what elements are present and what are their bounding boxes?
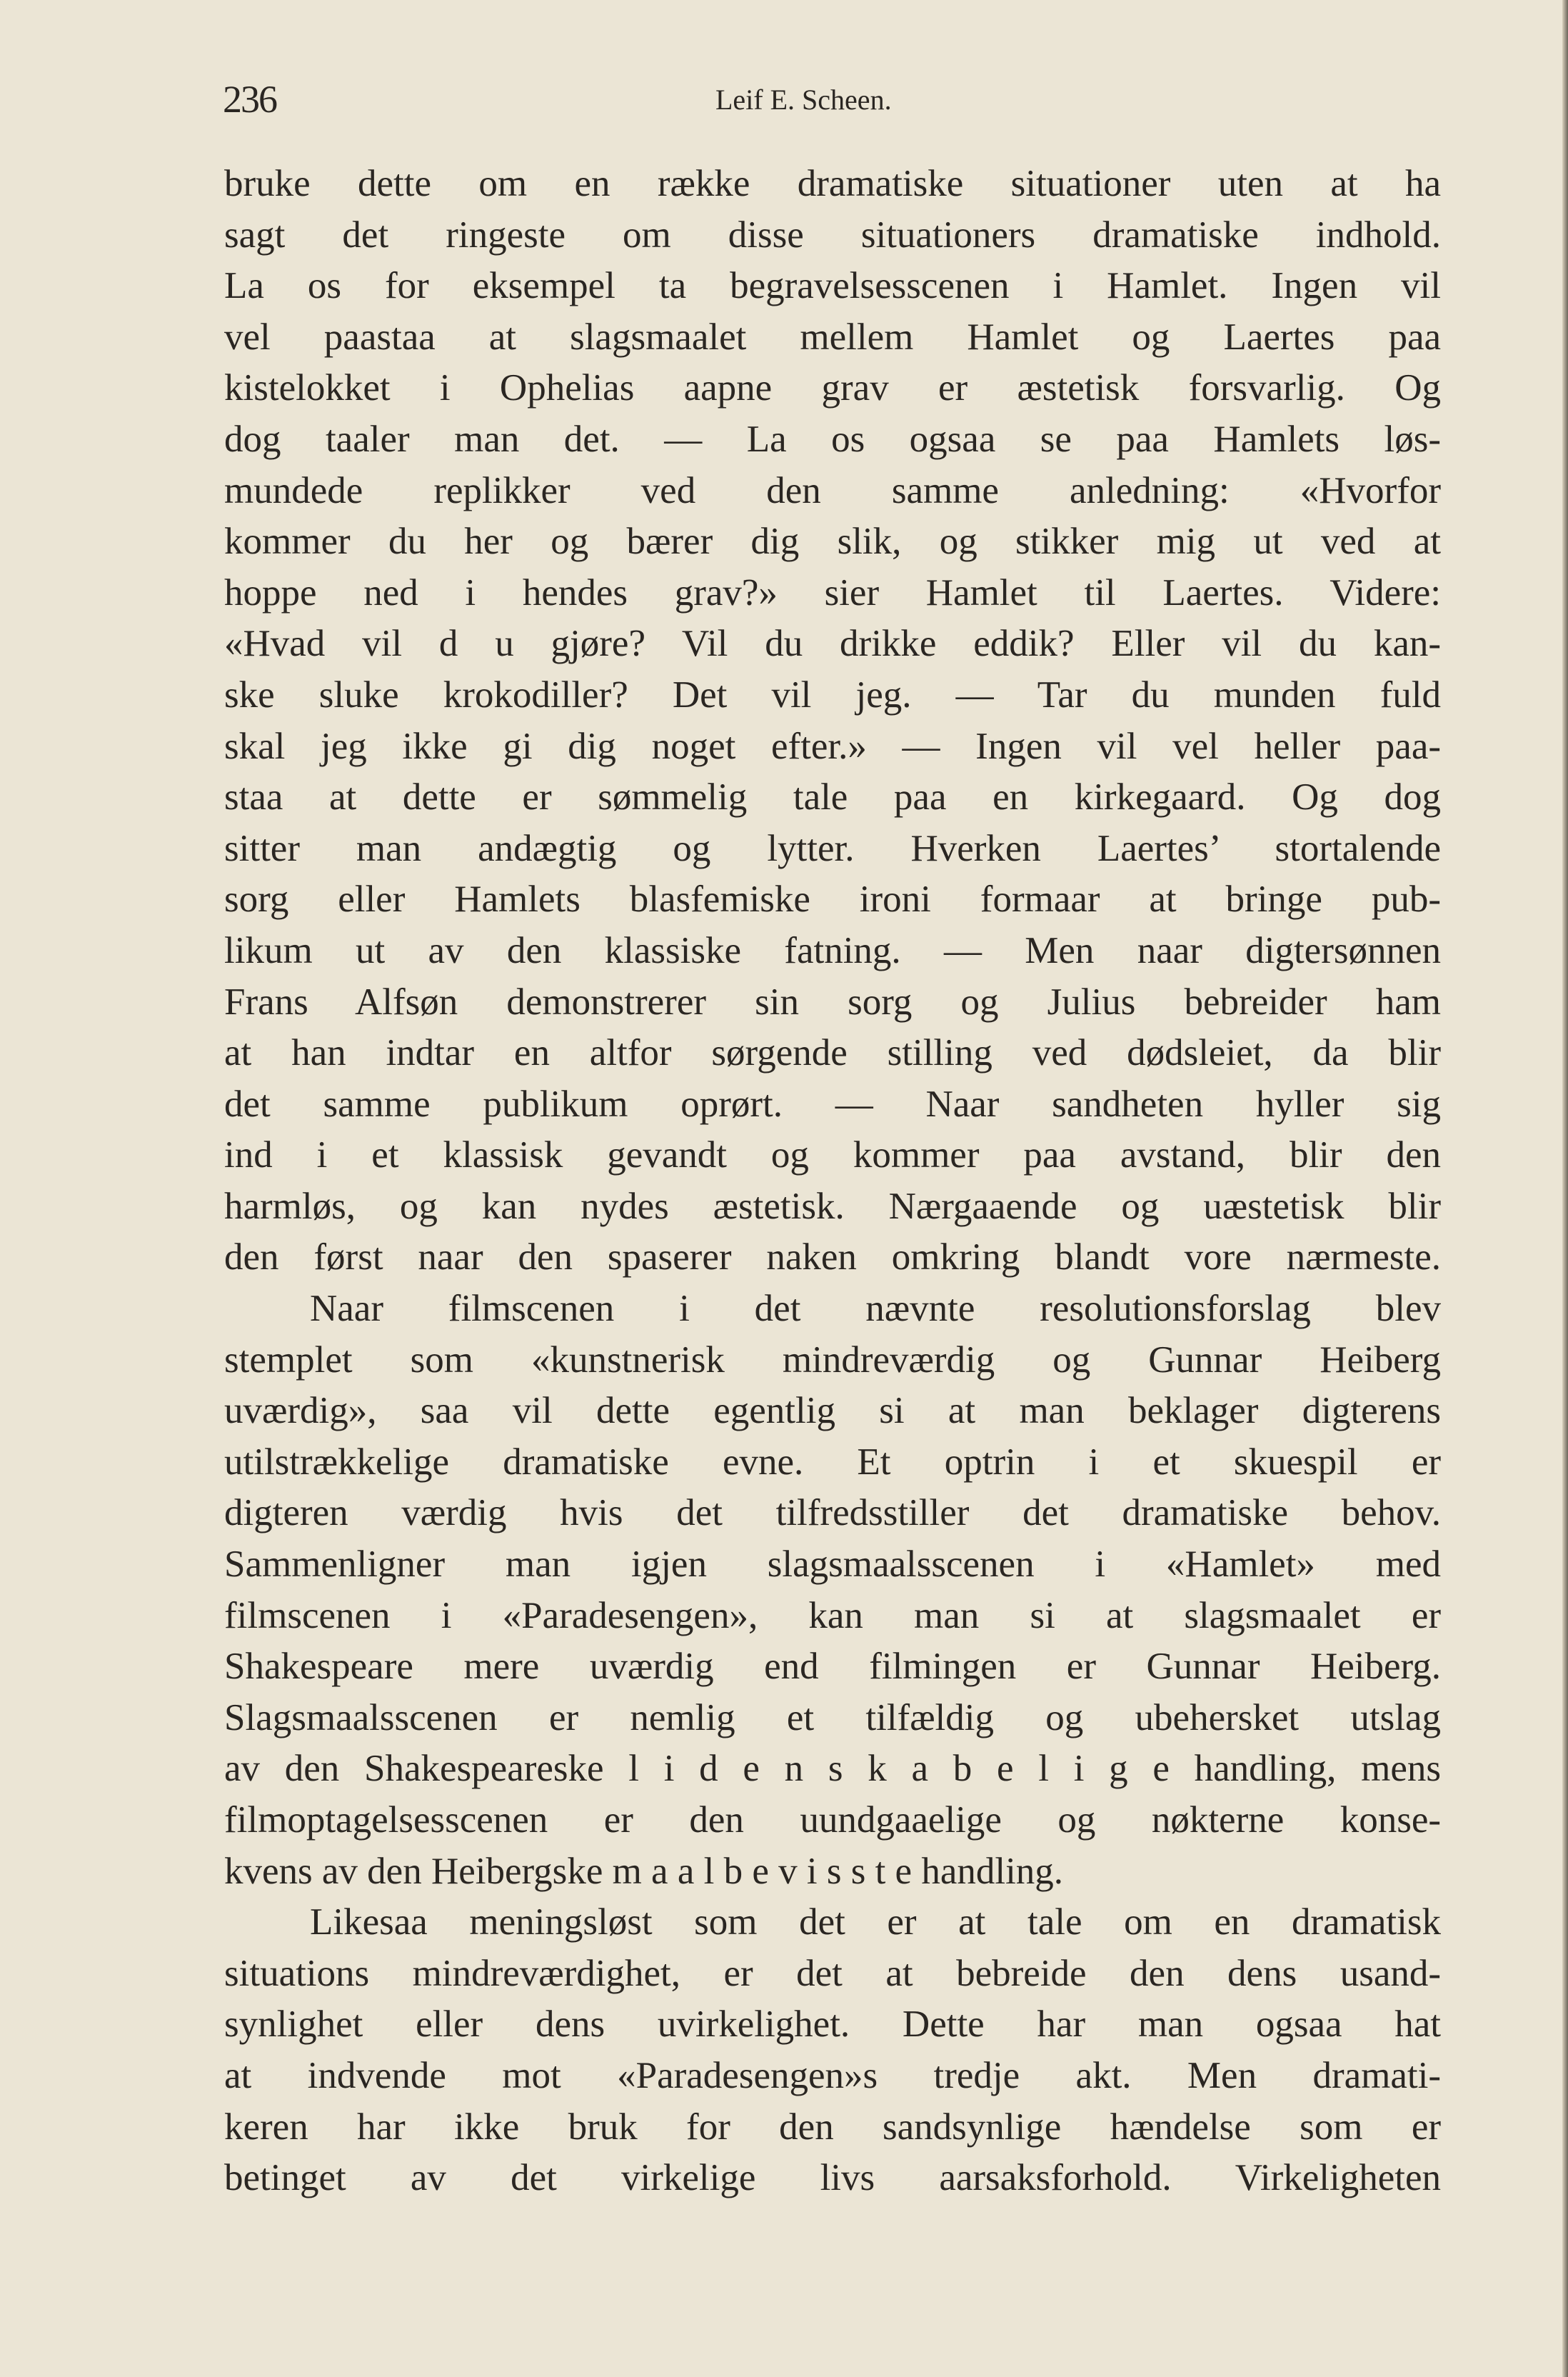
text-line: Likesaa meningsløst som det er at tale om en dramatisk xyxy=(310,1901,1441,1943)
text-line: harmløs, og kan nydes æstetisk. Nærgaaende og uæstetisk blir xyxy=(224,1185,1441,1227)
text-line: kistelokket i Ophelias aapne grav er æstetisk forsvarlig. Og xyxy=(224,367,1441,409)
text-line: sitter man andægtig og lytter. Hverken Laertes’ stortalende xyxy=(224,827,1441,869)
text-line: stemplet som «kunstnerisk mindreværdig og Gunnar Heiberg xyxy=(224,1338,1441,1381)
text-line: digteren værdig hvis det tilfredsstiller det dramatiske behov. xyxy=(224,1492,1441,1534)
running-head: Leif E. Scheen. xyxy=(715,84,892,116)
text-line: synlighet eller dens uvirkelighet. Dette har man ogsaa hat xyxy=(224,2003,1441,2046)
text-line: mundede replikker ved den samme anledning: «Hvorfor xyxy=(224,469,1441,511)
text-line: skal jeg ikke gi dig noget efter.» — Ingen vil vel heller paa- xyxy=(224,725,1441,767)
text-line: ind i et klassisk gevandt og kommer paa avstand, blir den xyxy=(224,1134,1441,1176)
text-line: filmoptagelsesscenen er den uundgaaelige og nøkterne konse- xyxy=(224,1799,1441,1841)
text-line: utilstrækkelige dramatiske evne. Et optrin i et skuespil er xyxy=(224,1441,1441,1483)
page-edge xyxy=(1562,0,1568,2377)
page-number: 236 xyxy=(223,78,276,121)
text-line: staa at dette er sømmelig tale paa en kirkegaard. Og dog xyxy=(224,776,1441,819)
text-line: filmscenen i «Paradesengen», kan man si at slagsmaalet er xyxy=(224,1594,1441,1636)
text-line: uværdig», saa vil dette egentlig si at man beklager digterens xyxy=(224,1390,1441,1432)
text-line: dog taaler man det. — La os ogsaa se paa Hamlets løs- xyxy=(224,418,1441,460)
text-line: La os for eksempel ta begravelsesscenen i Hamlet. Ingen vil xyxy=(224,265,1441,307)
text-line: situations mindreværdighet, er det at bebreide den dens usand- xyxy=(224,1952,1441,1994)
body-text xyxy=(224,159,1441,2204)
text-line: Sammenligner man igjen slagsmaalsscenen i «Hamlet» med xyxy=(224,1543,1441,1586)
text-line: bruke dette om en række dramatiske situationer uten at ha xyxy=(224,163,1441,204)
text-line: det samme publikum oprørt. — Naar sandheten hyller sig xyxy=(224,1083,1441,1125)
text-line: keren har ikke bruk for den sandsynlige hændelse som er xyxy=(224,2106,1441,2148)
text-line: hoppe ned i hendes grav?» sier Hamlet til Laertes. Videre: xyxy=(224,571,1441,614)
text-line: kommer du her og bærer dig slik, og stikker mig ut ved at xyxy=(224,521,1441,563)
text-line: sorg eller Hamlets blasfemiske ironi formaar at bringe pub- xyxy=(224,879,1441,921)
text-line: Frans Alfsøn demonstrerer sin sorg og Julius bebreider ham xyxy=(224,981,1441,1023)
text-line: kvens av den Heibergske m a a l b e v i s s t e handling. xyxy=(224,1850,1064,1892)
text-line: Shakespeare mere uværdig end filmingen er Gunnar Heiberg. xyxy=(224,1646,1441,1688)
text-line: sagt det ringeste om disse situationers dramatiske indhold. xyxy=(224,214,1441,256)
text-line: vel paastaa at slagsmaalet mellem Hamlet og Laertes paa xyxy=(224,316,1441,358)
text-line: den først naar den spaserer naken omkring blandt vore nærmeste. xyxy=(224,1236,1441,1278)
text-line: betinget av det virkelige livs aarsaksforhold. Virkeligheten xyxy=(224,2157,1441,2199)
text-line: ske sluke krokodiller? Det vil jeg. — Tar du munden fuld xyxy=(224,674,1441,716)
text-line: Slagsmaalsscenen er nemlig et tilfældig og ubehersket utslag xyxy=(224,1696,1441,1738)
text-line: at indvende mot «Paradesengen»s tredje akt. Men dramati- xyxy=(224,2054,1441,2096)
text-line: av den Shakespeareske l i d e n s k a b e l i g e handling, mens xyxy=(224,1748,1441,1790)
text-line: Naar filmscenen i det nævnte resolutionsforslag blev xyxy=(310,1288,1441,1330)
text-line: at han indtar en altfor sørgende stilling ved dødsleiet, da blir xyxy=(224,1032,1441,1074)
text-line: likum ut av den klassiske fatning. — Men naar digtersønnen xyxy=(224,929,1441,971)
text-line: «Hvad vil d u gjøre? Vil du drikke eddik? Eller vil du kan- xyxy=(224,623,1441,665)
